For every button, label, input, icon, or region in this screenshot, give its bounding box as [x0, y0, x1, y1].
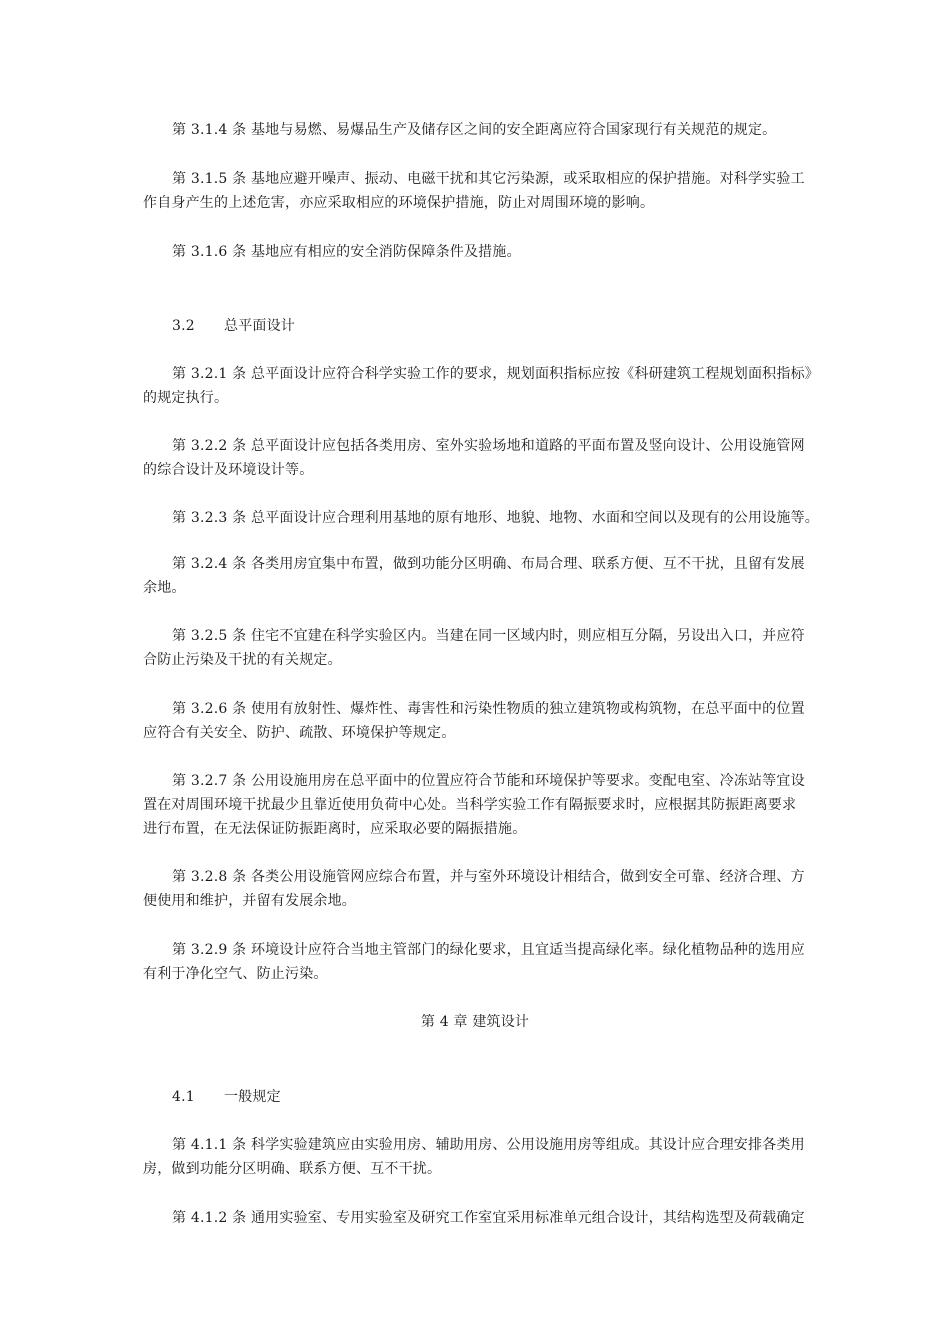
article-3-2-7-line-2: 置在对周围环境干扰最少且靠近使用负荷中心处。当科学实验工作有隔振要求时，应根据其防振距离要求 [143, 797, 797, 813]
article-3-2-4-line-1: 第 3.2.4 条 各类用房宜集中布置，做到功能分区明确、布局合理、联系方便、互不干扰，且留有发展 [172, 556, 805, 572]
article-4-1-1-line-1: 第 4.1.1 条 科学实验建筑应由实验用房、辅助用房、公用设施用房等组成。其设计应合理安排各类用 [172, 1137, 805, 1153]
article-3-1-5-line-1: 第 3.1.5 条 基地应避开噪声、振动、电磁干扰和其它污染源，或采取相应的保护措施。对科学实验工 [172, 171, 805, 187]
article-3-2-3-line-1: 第 3.2.3 条 总平面设计应合理利用基地的原有地形、地貌、地物、水面和空间以及现有的公用设施等。 [172, 510, 819, 526]
section-3-2-heading [172, 314, 842, 338]
article-3-2-2-line-1: 第 3.2.2 条 总平面设计应包括各类用房、室外实验场地和道路的平面布置及竖向设计、公用设施管网 [172, 438, 805, 454]
article-3-2-2-line-2: 的综合设计及环境设计等。 [143, 462, 314, 478]
article-3-2-6-line-2: 应符合有关安全、防护、疏散、环境保护等规定。 [143, 725, 456, 741]
chapter-4-title: 第 4 章 建筑设计 [420, 1014, 530, 1030]
article-3-2-9-line-1: 第 3.2.9 条 环境设计应符合当地主管部门的绿化要求，且宜适当提高绿化率。绿化植物品种的选用应 [172, 942, 805, 958]
article-3-2-4-line-2: 余地。 [143, 580, 186, 596]
article-4-1-2-line-1: 第 4.1.2 条 通用实验室、专用实验室及研究工作室宜采用标准单元组合设计，其结构选型及荷载确定 [172, 1210, 805, 1226]
article-3-2-5-line-2: 合防止污染及干扰的有关规定。 [143, 652, 342, 668]
section-3-2-number: 3.2 [172, 318, 195, 334]
article-4-1-1-line-2: 房，做到功能分区明确、联系方便、互不干扰。 [143, 1161, 442, 1177]
section-4-1-heading [172, 1085, 842, 1109]
section-3-2-title: 总平面设计 [224, 318, 295, 334]
article-3-2-9-line-2: 有利于净化空气、防止污染。 [143, 966, 328, 982]
article-3-2-6-line-1: 第 3.2.6 条 使用有放射性、爆炸性、毒害性和污染性物质的独立建筑物或构筑物，在总平面中的位置 [172, 701, 805, 717]
article-3-2-7-line-3: 进行布置，在无法保证防振距离时，应采取必要的隔振措施。 [143, 821, 527, 837]
article-3-2-7-line-1: 第 3.2.7 条 公用设施用房在总平面中的位置应符合节能和环境保护等要求。变配电室、冷冻站等宜设 [172, 773, 805, 789]
article-3-2-1-line-1: 第 3.2.1 条 总平面设计应符合科学实验工作的要求，规划面积指标应按《科研建筑工程规划面积指标》 [172, 366, 819, 382]
article-3-2-1-line-2: 的规定执行。 [143, 390, 229, 406]
section-4-1-number: 4.1 [172, 1089, 195, 1105]
article-3-2-8-line-1: 第 3.2.8 条 各类公用设施管网应综合布置，并与室外环境设计相结合，做到安全可靠、经济合理、方 [172, 869, 805, 885]
article-3-1-6-line-1: 第 3.1.6 条 基地应有相应的安全消防保障条件及措施。 [172, 244, 521, 260]
article-3-2-5-line-1: 第 3.2.5 条 住宅不宜建在科学实验区内。当建在同一区域内时，则应相互分隔，另设出入口，并应符 [172, 628, 805, 644]
article-3-1-5-line-2: 作自身产生的上述危害，亦应采取相应的环境保护措施，防止对周围环境的影响。 [143, 195, 655, 211]
section-4-1-title: 一般规定 [224, 1089, 281, 1105]
article-3-1-4-line-1: 第 3.1.4 条 基地与易燃、易爆品生产及储存区之间的安全距离应符合国家现行有关规范的规定。 [172, 122, 777, 138]
article-3-2-8-line-2: 便使用和维护，并留有发展余地。 [143, 893, 356, 909]
